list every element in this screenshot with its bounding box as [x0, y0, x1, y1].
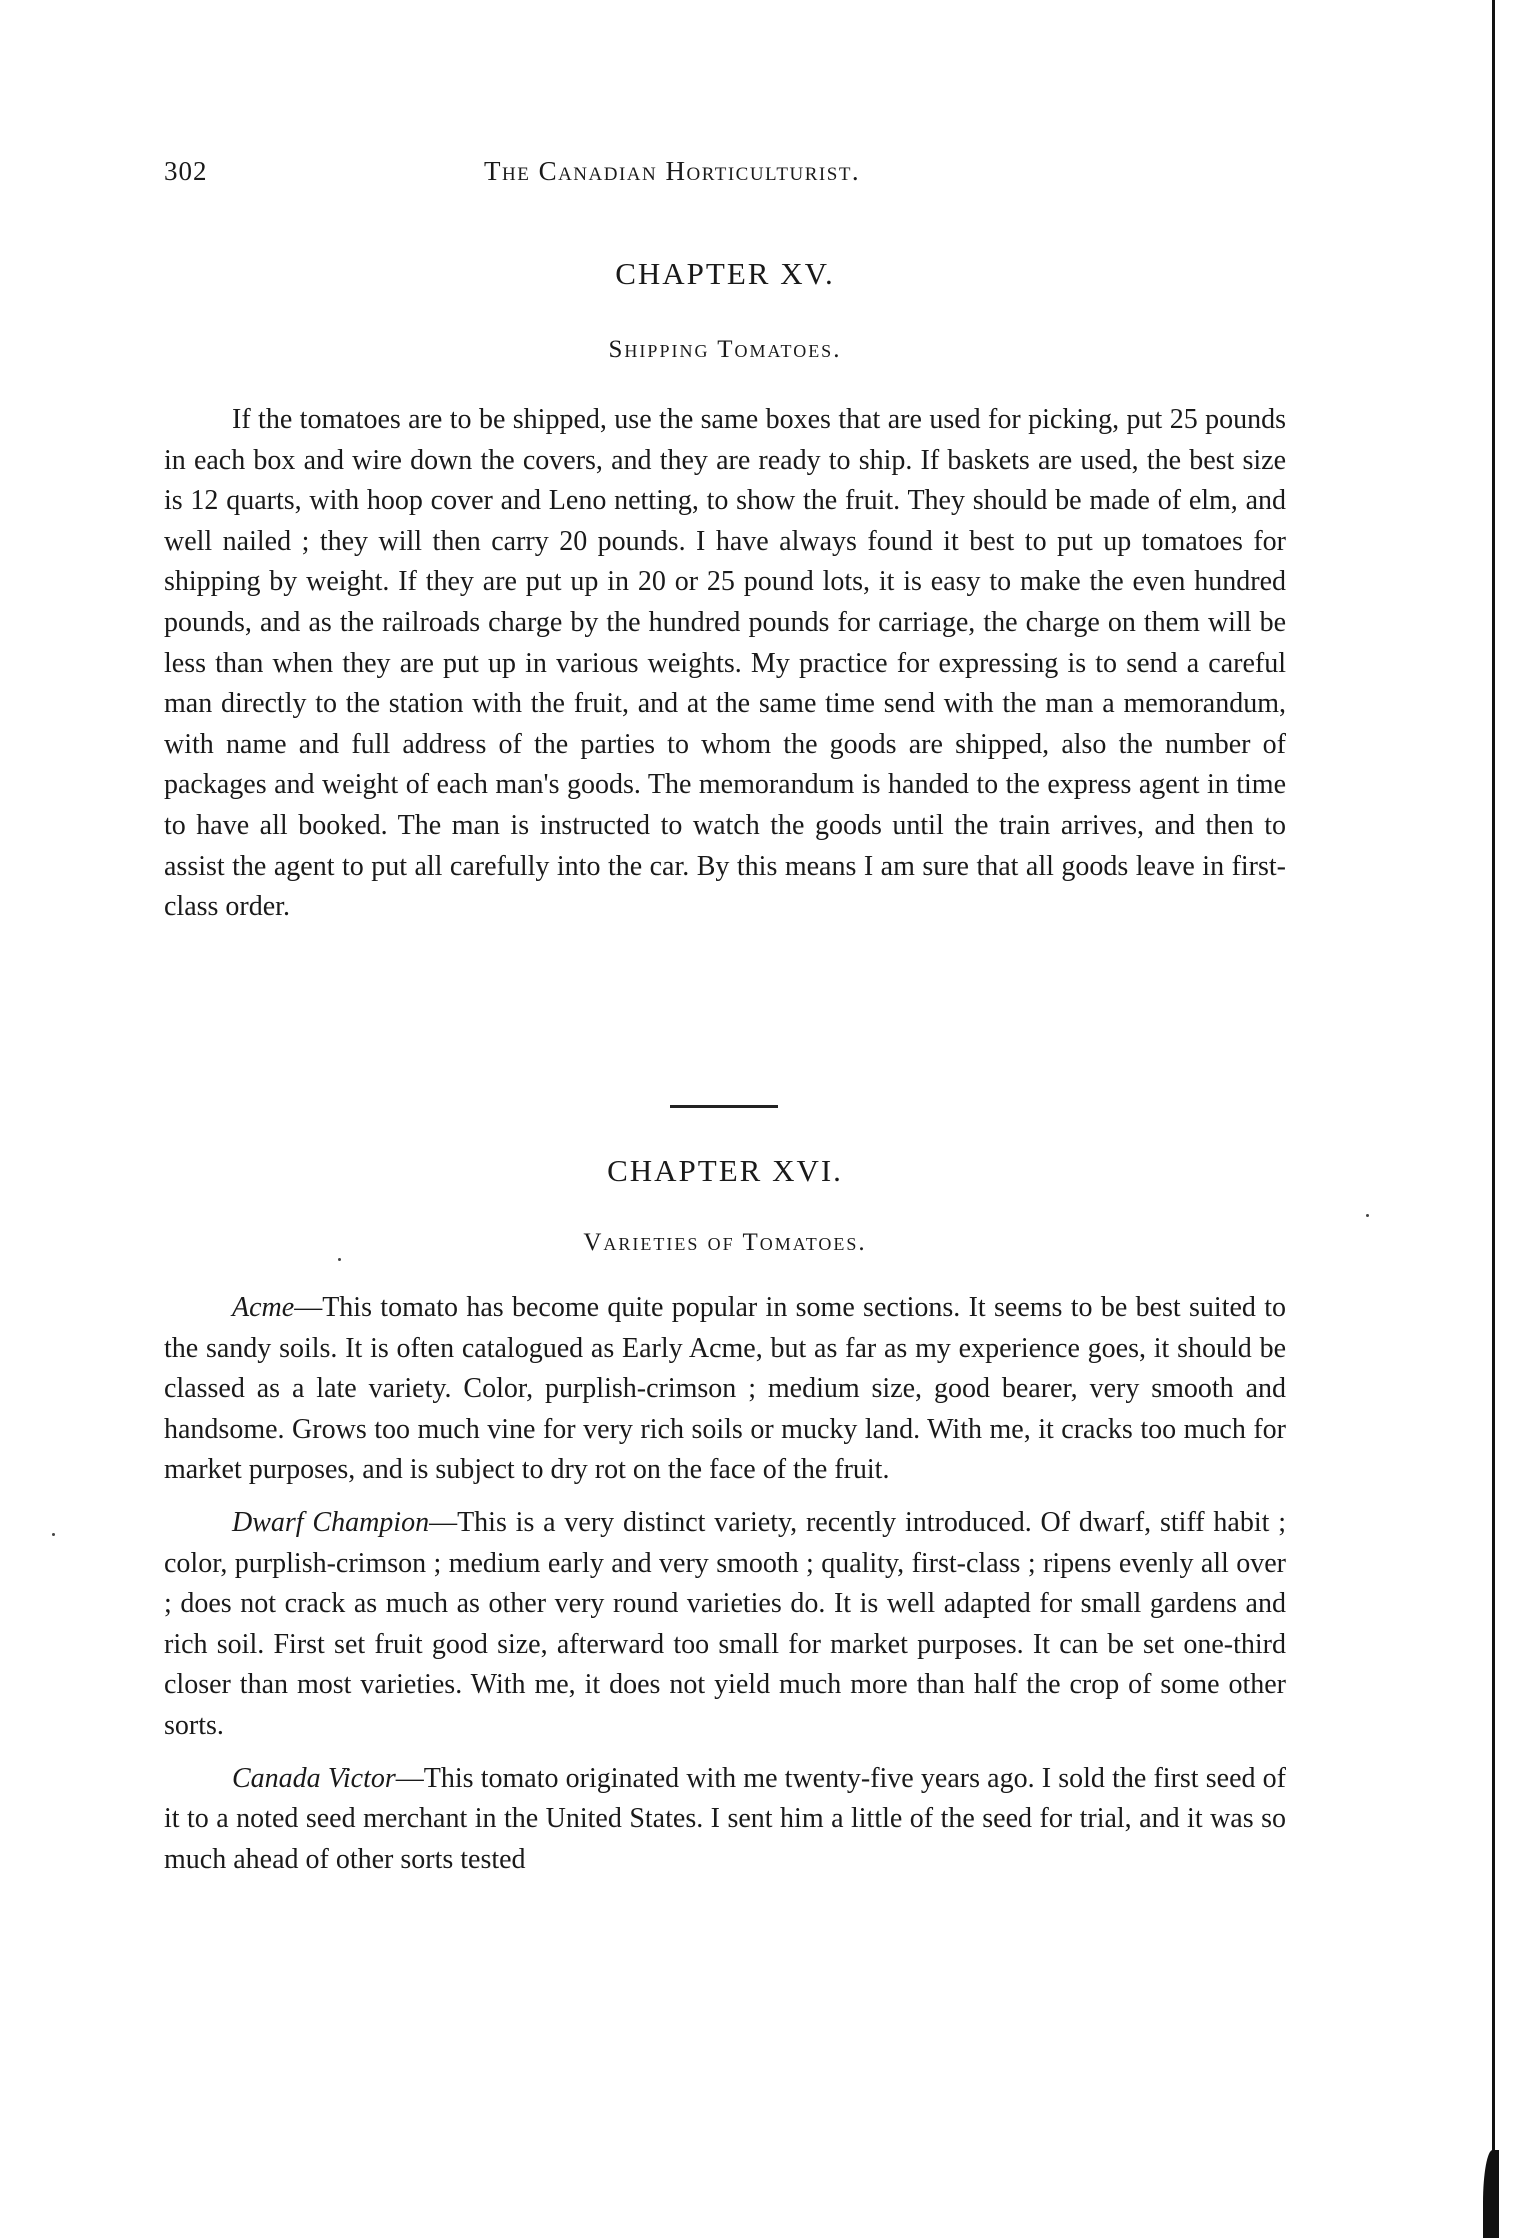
paper-speck [1366, 1214, 1369, 1217]
page-header [164, 156, 1286, 196]
section-separator [670, 1105, 778, 1108]
chapter-16-subheading: Varieties of Tomatoes. [583, 1229, 867, 1256]
variety-description: —This is a very distinct variety, recently introduced. Of dwarf, stiff habit ; color, purplish-crimson ; medium early and very smooth ; quality, first-class ; ripens evenly all over ; does not crack as much as other very round varieties do. It is well adapted for small gardens and rich soil. First set fruit good size, afterward too small for market purposes. It can be set one-third closer than most varieties. With me, it does not yield much more than half the crop of some other sorts. [164, 1506, 1287, 1741]
variety-name: Dwarf Champion [232, 1506, 430, 1538]
chapter-15-body [164, 400, 1286, 928]
page-number: 302 [164, 156, 208, 186]
paper-speck [52, 1533, 55, 1536]
variety-name: Canada Victor [232, 1762, 396, 1794]
variety-description: —This tomato has become quite popular in some sections. It seems to be best suited to the sandy soils. It is often catalogued as Early Acme, but as far as my experience goes, it should be classed as a late variety. Color, purplish-crimson ; medium size, good bearer, very smooth and handsome. Grows too much vine for very rich soils or mucky land. With me, it cracks too much for market purposes, and is subject to dry rot on the face of the fruit. [164, 1292, 1286, 1486]
chapter-15-subheading: Shipping Tomatoes. [608, 336, 842, 363]
chapter-15-heading: CHAPTER XV. [615, 256, 835, 291]
chapter-16-body [164, 1288, 1286, 1880]
variety-paragraph [164, 1759, 1286, 1881]
page-edge-mark [1483, 2150, 1499, 2238]
chapter-16-heading: CHAPTER XVI. [607, 1153, 843, 1188]
variety-paragraph [164, 1288, 1286, 1491]
variety-name: Acme [232, 1292, 295, 1323]
running-title: The Canadian Horticulturist. [484, 156, 861, 186]
paragraph: If the tomatoes are to be shipped, use the same boxes that are used for picking, put 25 pounds in each box and wire down the covers, and they are ready to ship. If baskets are used, the best size is 12 quarts, with hoop cover and Leno netting, to show the fruit. They should be made of elm, and well nailed ; they will then carry 20 pounds. I have always found it best to put up tomatoes for shipping by weight. If they are put up in 20 or 25 pound lots, it is easy to make the even hundred pounds, and as the railroads charge by the hundred pounds for carriage, the charge on them will be less than when they are put up in various weights. My practice for expressing is to send a careful man directly to the station with the fruit, and at the same time send with the man a memorandum, with name and full address of the parties to whom the goods are shipped, also the number of packages and weight of each man's goods. The memorandum is handed to the express agent in time to have all booked. The man is instructed to watch the goods until the train arrives, and then to assist the agent to put all carefully into the car. By this means I am sure that all goods leave in first-class order. [164, 404, 1286, 923]
variety-description: —This tomato originated with me twenty-five years ago. I sold the first seed of it to a noted seed merchant in the United States. I sent him a little of the seed for trial, and it was so much ahead of other sorts tested [164, 1762, 1286, 1875]
page-edge-rule [1492, 0, 1495, 2238]
paper-speck [338, 1258, 341, 1261]
variety-paragraph [164, 1503, 1286, 1747]
